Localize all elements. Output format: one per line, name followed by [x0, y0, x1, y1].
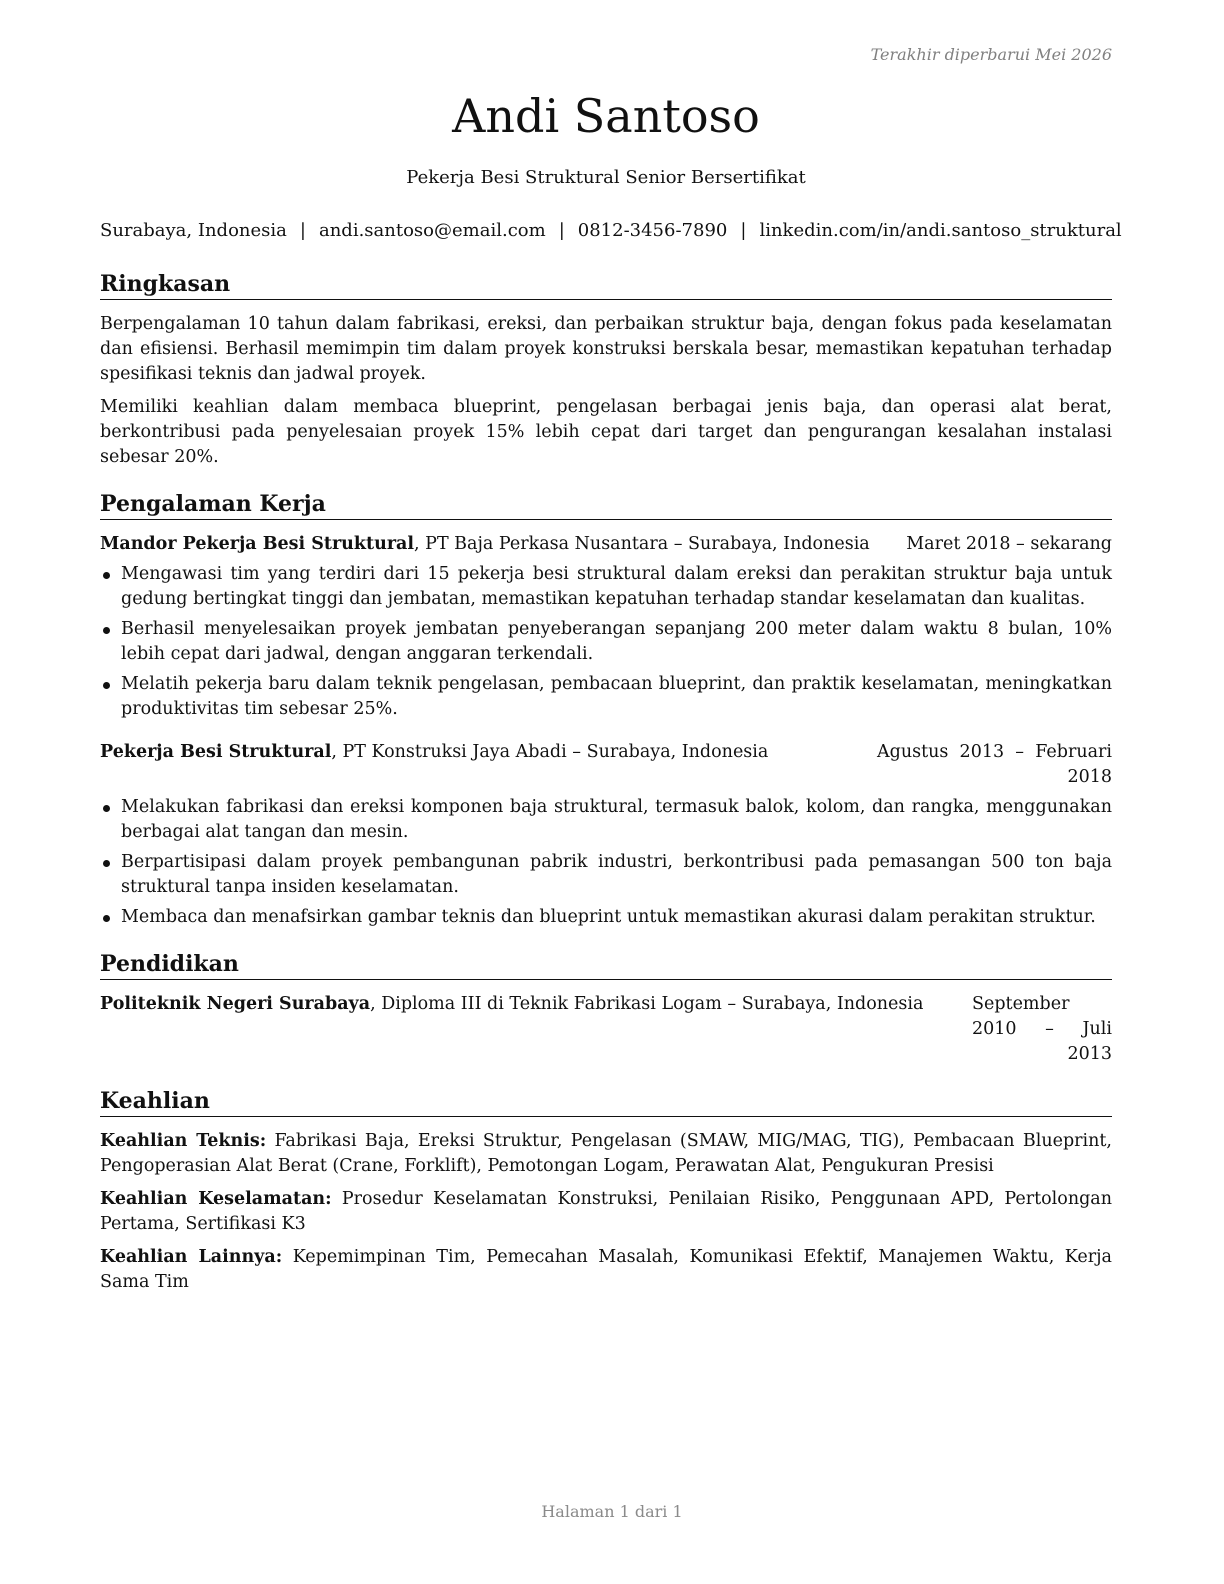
bullet-text: Membaca dan menafsirkan gambar teknis dan blueprint untuk memastikan akurasi dalam perakitan struktur.	[121, 907, 1096, 927]
summary-section	[100, 270, 1112, 470]
contact-linkedin[interactable]: linkedin.com/in/andi.santoso_struktural	[759, 220, 1122, 241]
job-company: , PT Baja Perkasa Nusantara – Surabaya, Indonesia	[414, 534, 870, 554]
education-school: Politeknik Negeri Surabaya	[100, 994, 371, 1014]
bullet-text: Mengawasi tim yang terdiri dari 15 pekerja besi struktural dalam ereksi dan perakitan struktur baja untuk gedung bertingkat tinggi dan jembatan, memastikan kepatuhan terhadap standar keselamatan dan kualitas.	[121, 564, 1112, 609]
experience-heading: Pengalaman Kerja	[100, 490, 1112, 520]
summary-paragraph: Memiliki keahlian dalam membaca blueprint, pengelasan berbagai jenis baja, dan operasi alat berat, berkontribusi pada penyelesaian proyek 15% lebih cepat dari target dan pengurangan kesalahan instalasi sebesar 20%.	[100, 397, 1112, 467]
list-item	[100, 850, 1112, 900]
skills-section	[100, 1087, 1112, 1295]
resume-page	[100, 0, 1122, 1584]
list-item	[100, 905, 1112, 930]
skill-label: Keahlian Keselamatan:	[100, 1189, 332, 1209]
job-role: Mandor Pekerja Besi Struktural	[100, 534, 415, 554]
skill-line-technical	[100, 1129, 1112, 1179]
bullet-text: Berhasil menyelesaikan proyek jembatan penyeberangan sepanjang 200 meter dalam waktu 8 bulan, 10% lebih cepat dari jadwal, dengan anggaran terkendali.	[121, 619, 1112, 664]
education-entry	[100, 992, 1112, 1067]
last-updated-note: Terakhir diperbarui Mei 2026	[870, 45, 1112, 64]
contact-separator: |	[299, 220, 306, 241]
list-item	[100, 795, 1112, 845]
bullet-dot-icon	[103, 860, 110, 867]
job-bullets	[100, 795, 1112, 930]
contact-separator: |	[740, 220, 747, 241]
bullet-dot-icon	[103, 572, 110, 579]
skills-heading: Keahlian	[100, 1087, 1112, 1117]
education-title-line	[100, 992, 972, 1017]
job-dates: Maret 2018 – sekarang	[906, 534, 1112, 554]
job-dates: Agustus 2013 – Februari 2018	[877, 742, 1112, 787]
job-header	[100, 532, 1112, 557]
contact-location: Surabaya, Indonesia	[100, 220, 287, 241]
bullet-dot-icon	[103, 627, 110, 634]
page-number: Halaman 1 dari 1	[541, 1502, 683, 1521]
bullet-text: Melatih pekerja baru dalam teknik pengelasan, pembacaan blueprint, dan praktik keselamatan, meningkatkan produktivitas tim sebesar 25%.	[121, 674, 1112, 719]
skill-line-other	[100, 1245, 1112, 1295]
job-entry	[100, 532, 1112, 722]
resume-content	[100, 270, 1112, 1315]
education-dates: September 2010 – Juli 2013	[972, 994, 1112, 1064]
skill-label: Keahlian Lainnya:	[100, 1247, 283, 1267]
contact-email[interactable]: andi.santoso@email.com	[318, 220, 546, 241]
skill-line-safety	[100, 1187, 1112, 1237]
skill-value: Fabrikasi Baja, Ereksi Struktur, Pengelasan (SMAW, MIG/MAG, TIG), Pembacaan Blueprint, Pengoperasian Alat Berat (Crane, Forklift), Pemotongan Logam, Perawatan Alat, Pengukuran Presisi	[100, 1131, 1112, 1176]
bullet-dot-icon	[103, 805, 110, 812]
skill-value: Prosedur Keselamatan Konstruksi, Penilaian Risiko, Penggunaan APD, Pertolongan Pertama, Sertifikasi K3	[100, 1189, 1112, 1234]
skill-value: Kepemimpinan Tim, Pemecahan Masalah, Komunikasi Efektif, Manajemen Waktu, Kerja Sama Tim	[100, 1247, 1112, 1292]
job-role: Pekerja Besi Struktural	[100, 742, 332, 762]
education-heading: Pendidikan	[100, 950, 1112, 980]
experience-section	[100, 490, 1112, 930]
summary-heading: Ringkasan	[100, 270, 1112, 300]
list-item	[100, 617, 1112, 667]
bullet-text: Melakukan fabrikasi dan ereksi komponen baja struktural, termasuk balok, kolom, dan rangka, menggunakan berbagai alat tangan dan mesin.	[121, 797, 1112, 842]
job-title-line	[100, 740, 857, 765]
bullet-dot-icon	[103, 682, 110, 689]
job-header	[100, 740, 1112, 790]
candidate-name: Andi Santoso	[452, 89, 760, 143]
candidate-title: Pekerja Besi Struktural Senior Bersertifikat	[406, 167, 806, 188]
contact-line	[100, 220, 1122, 241]
job-bullets	[100, 562, 1112, 722]
education-detail: , Diploma III di Teknik Fabrikasi Logam – Surabaya, Indonesia	[370, 994, 924, 1014]
contact-separator: |	[558, 220, 565, 241]
job-title-line	[100, 532, 886, 557]
list-item	[100, 672, 1112, 722]
education-section	[100, 950, 1112, 1067]
contact-phone[interactable]: 0812-3456-7890	[577, 220, 728, 241]
bullet-dot-icon	[103, 915, 110, 922]
bullet-text: Berpartisipasi dalam proyek pembangunan pabrik industri, berkontribusi pada pemasangan 500 ton baja struktural tanpa insiden keselamatan.	[121, 852, 1112, 897]
job-company: , PT Konstruksi Jaya Abadi – Surabaya, Indonesia	[331, 742, 769, 762]
job-entry	[100, 740, 1112, 930]
list-item	[100, 562, 1112, 612]
skill-label: Keahlian Teknis:	[100, 1131, 267, 1151]
summary-paragraph: Berpengalaman 10 tahun dalam fabrikasi, ereksi, dan perbaikan struktur baja, dengan fokus pada keselamatan dan efisiensi. Berhasil memimpin tim dalam proyek konstruksi berskala besar, memastikan kepatuhan terhadap spesifikasi teknis dan jadwal proyek.	[100, 314, 1112, 384]
